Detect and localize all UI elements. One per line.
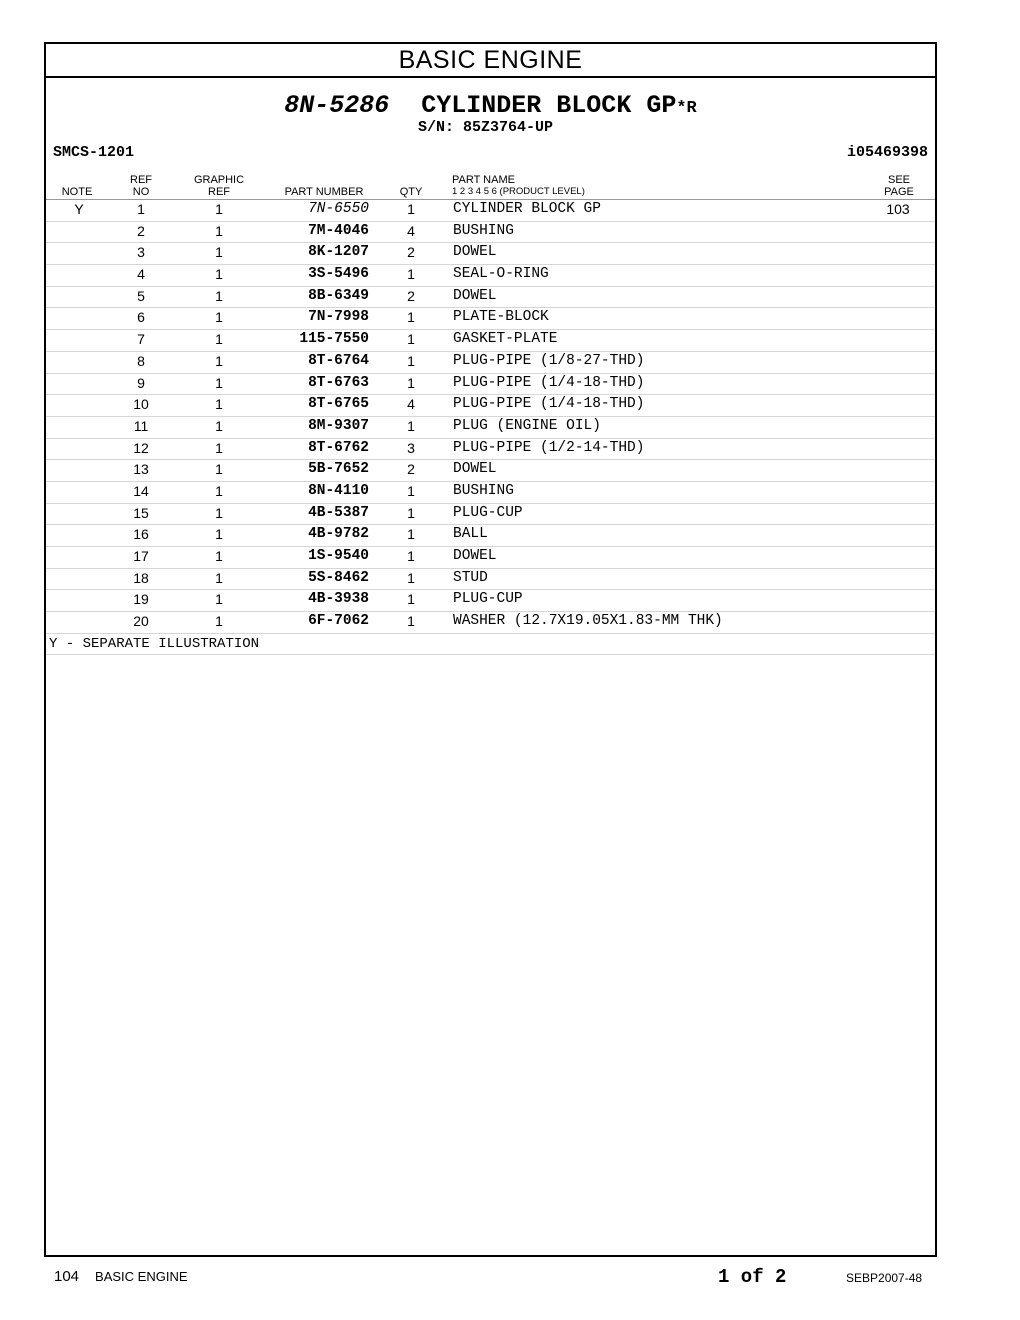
smcs-code: SMCS-1201 [53, 144, 135, 161]
document-id: SEBP2007-48 [846, 1271, 923, 1285]
part-number-cell[interactable]: 3S-5496 [308, 266, 369, 283]
part-name-cell: CYLINDER BLOCK GP [453, 201, 601, 217]
serial-number-range: S/N: 85Z3764-UP [418, 119, 554, 136]
part-name-cell: DOWEL [453, 287, 497, 304]
col-see-top: SEE [887, 174, 910, 186]
qty-cell: 1 [407, 374, 415, 391]
parts-list-frame [44, 42, 937, 1257]
table-row [46, 287, 935, 309]
part-name-cell: PLUG-PIPE (1/4-18-THD) [453, 396, 645, 413]
part-name-cell: STUD [453, 569, 488, 586]
qty-cell: 2 [407, 461, 415, 478]
part-number-cell[interactable]: 8M-9307 [308, 417, 369, 434]
table-row [46, 395, 935, 417]
graphic-ref-cell: 1 [215, 548, 223, 564]
col-ref-bottom: NO [132, 186, 150, 198]
ref-no-cell: 6 [137, 309, 145, 326]
part-number-cell[interactable]: 8T-6764 [308, 352, 369, 369]
table-row [46, 612, 935, 634]
graphic-ref-cell: 1 [215, 482, 223, 499]
ref-no-cell: 5 [137, 287, 145, 304]
part-number-cell[interactable]: 5B-7652 [308, 461, 369, 478]
graphic-ref-cell: 1 [215, 352, 223, 369]
part-name-cell: PLUG (ENGINE OIL) [453, 417, 601, 434]
group-header [46, 78, 935, 161]
footer-section: BASIC ENGINE [95, 1269, 188, 1284]
qty-cell: 4 [407, 222, 415, 239]
ref-no-cell: 11 [133, 417, 149, 434]
part-name-cell: PLUG-PIPE (1/2-14-THD) [453, 439, 645, 456]
group-name: CYLINDER BLOCK GP [421, 91, 677, 120]
table-row [46, 569, 935, 591]
qty-cell: 1 [407, 613, 415, 630]
qty-cell: 1 [407, 331, 415, 348]
ref-no-cell: 10 [133, 396, 149, 413]
part-name-cell: DOWEL [453, 548, 497, 564]
part-number-cell[interactable]: 6F-7062 [308, 613, 369, 630]
part-name-cell: PLUG-PIPE (1/8-27-THD) [453, 352, 645, 369]
part-name-cell: BUSHING [453, 482, 514, 499]
col-graphic-top: GRAPHIC [193, 174, 245, 186]
part-name-cell: WASHER (12.7X19.05X1.83-MM THK) [453, 613, 723, 630]
graphic-ref-cell: 1 [215, 266, 223, 283]
part-number-cell[interactable]: 7M-4046 [308, 222, 369, 239]
qty-cell: 1 [407, 569, 415, 586]
part-number-cell[interactable]: 7N-6550 [308, 201, 369, 217]
graphic-ref-cell: 1 [215, 331, 223, 348]
part-number-cell[interactable]: 8B-6349 [308, 287, 369, 304]
part-number-cell[interactable]: 8T-6763 [308, 374, 369, 391]
qty-cell: 1 [407, 526, 415, 543]
graphic-ref-cell: 1 [215, 613, 223, 630]
part-number-cell[interactable]: 7N-7998 [308, 309, 369, 326]
ref-no-cell: 9 [137, 374, 145, 391]
qty-cell: 2 [407, 244, 415, 261]
table-row [46, 308, 935, 330]
illustration-id: i05469398 [846, 144, 928, 161]
col-part-name: PART NAME [452, 174, 515, 186]
table-row [46, 482, 935, 504]
part-number-cell[interactable]: 8T-6765 [308, 396, 369, 413]
part-number-cell[interactable]: 1S-9540 [308, 548, 369, 564]
col-qty: QTY [399, 186, 423, 198]
part-number-cell[interactable]: 4B-3938 [308, 591, 369, 608]
graphic-ref-cell: 1 [215, 417, 223, 434]
part-name-cell: BALL [453, 526, 488, 543]
ref-no-cell: 13 [133, 461, 149, 478]
ref-no-cell: 18 [133, 569, 149, 586]
footer-left [54, 1268, 188, 1285]
sheet-indicator: 1 of 2 [718, 1266, 787, 1288]
parts-table [46, 200, 935, 634]
part-name-cell: PLUG-PIPE (1/4-18-THD) [453, 374, 645, 391]
part-number-cell[interactable]: 115-7550 [299, 331, 369, 348]
ref-no-cell: 16 [133, 526, 149, 543]
table-row [46, 590, 935, 612]
col-part-number: PART NUMBER [284, 186, 364, 198]
qty-cell: 4 [407, 396, 415, 413]
column-headers [46, 158, 935, 200]
ref-no-cell: 7 [137, 331, 145, 348]
qty-cell: 1 [407, 504, 415, 521]
group-part-number[interactable]: 8N-5286 [284, 91, 390, 120]
col-product-level: 1 2 3 4 5 6 (PRODUCT LEVEL) [452, 186, 585, 197]
col-note: NOTE [61, 186, 93, 198]
ref-no-cell: 1 [137, 201, 145, 217]
graphic-ref-cell: 1 [215, 591, 223, 608]
ref-no-cell: 8 [137, 352, 145, 369]
ref-no-cell: 19 [133, 591, 149, 608]
group-suffix: *R [676, 99, 697, 118]
graphic-ref-cell: 1 [215, 222, 223, 239]
qty-cell: 2 [407, 287, 415, 304]
qty-cell: 3 [407, 439, 415, 456]
page-number: 104 [54, 1268, 80, 1285]
graphic-ref-cell: 1 [215, 526, 223, 543]
part-name-cell: BUSHING [453, 222, 514, 239]
part-number-cell[interactable]: 5S-8462 [308, 569, 369, 586]
part-number-cell[interactable]: 4B-5387 [308, 504, 369, 521]
see-page-cell[interactable]: 103 [886, 201, 910, 217]
graphic-ref-cell: 1 [215, 504, 223, 521]
graphic-ref-cell: 1 [215, 244, 223, 261]
graphic-ref-cell: 1 [215, 287, 223, 304]
part-number-cell[interactable]: 8N-4110 [308, 482, 369, 499]
ref-no-cell: 4 [137, 266, 145, 283]
qty-cell: 1 [407, 352, 415, 369]
footnote: Y - SEPARATE ILLUSTRATION [46, 634, 935, 655]
col-graphic-bottom: REF [208, 186, 230, 198]
part-number-cell[interactable]: 8K-1207 [308, 244, 369, 261]
ref-no-cell: 17 [133, 548, 149, 564]
part-name-cell: SEAL-O-RING [453, 266, 549, 283]
qty-cell: 1 [407, 417, 415, 434]
table-row [46, 460, 935, 482]
qty-cell: 1 [407, 266, 415, 283]
part-name-cell: PLUG-CUP [453, 591, 523, 608]
graphic-ref-cell: 1 [215, 439, 223, 456]
table-row [46, 352, 935, 374]
part-name-cell: DOWEL [453, 244, 497, 261]
qty-cell: 1 [407, 201, 415, 217]
note-cell: Y [74, 201, 84, 217]
part-number-cell[interactable]: 8T-6762 [308, 439, 369, 456]
ref-no-cell: 3 [137, 244, 145, 261]
table-row [46, 222, 935, 244]
graphic-ref-cell: 1 [215, 309, 223, 326]
table-row [46, 417, 935, 439]
graphic-ref-cell: 1 [215, 569, 223, 586]
part-name-cell: PLUG-CUP [453, 504, 523, 521]
table-row [46, 547, 935, 569]
part-name-cell: DOWEL [453, 461, 497, 478]
part-number-cell[interactable]: 4B-9782 [308, 526, 369, 543]
ref-no-cell: 2 [137, 222, 145, 239]
table-row [46, 504, 935, 526]
qty-cell: 1 [407, 548, 415, 564]
ref-no-cell: 14 [133, 482, 149, 499]
graphic-ref-cell: 1 [215, 201, 223, 217]
table-row [46, 439, 935, 461]
ref-no-cell: 20 [133, 613, 149, 630]
col-see-bottom: PAGE [884, 186, 914, 198]
ref-no-cell: 15 [133, 504, 149, 521]
graphic-ref-cell: 1 [215, 461, 223, 478]
qty-cell: 1 [407, 591, 415, 608]
qty-cell: 1 [407, 309, 415, 326]
graphic-ref-cell: 1 [215, 396, 223, 413]
graphic-ref-cell: 1 [215, 374, 223, 391]
table-row [46, 525, 935, 547]
table-row [46, 200, 935, 222]
part-name-cell: PLATE-BLOCK [453, 309, 549, 326]
table-row [46, 243, 935, 265]
ref-no-cell: 12 [133, 439, 149, 456]
qty-cell: 1 [407, 482, 415, 499]
table-row [46, 374, 935, 396]
section-title: BASIC ENGINE [46, 44, 935, 78]
part-name-cell: GASKET-PLATE [453, 331, 558, 348]
table-row [46, 330, 935, 352]
table-row [46, 265, 935, 287]
col-ref-top: REF [130, 174, 152, 186]
